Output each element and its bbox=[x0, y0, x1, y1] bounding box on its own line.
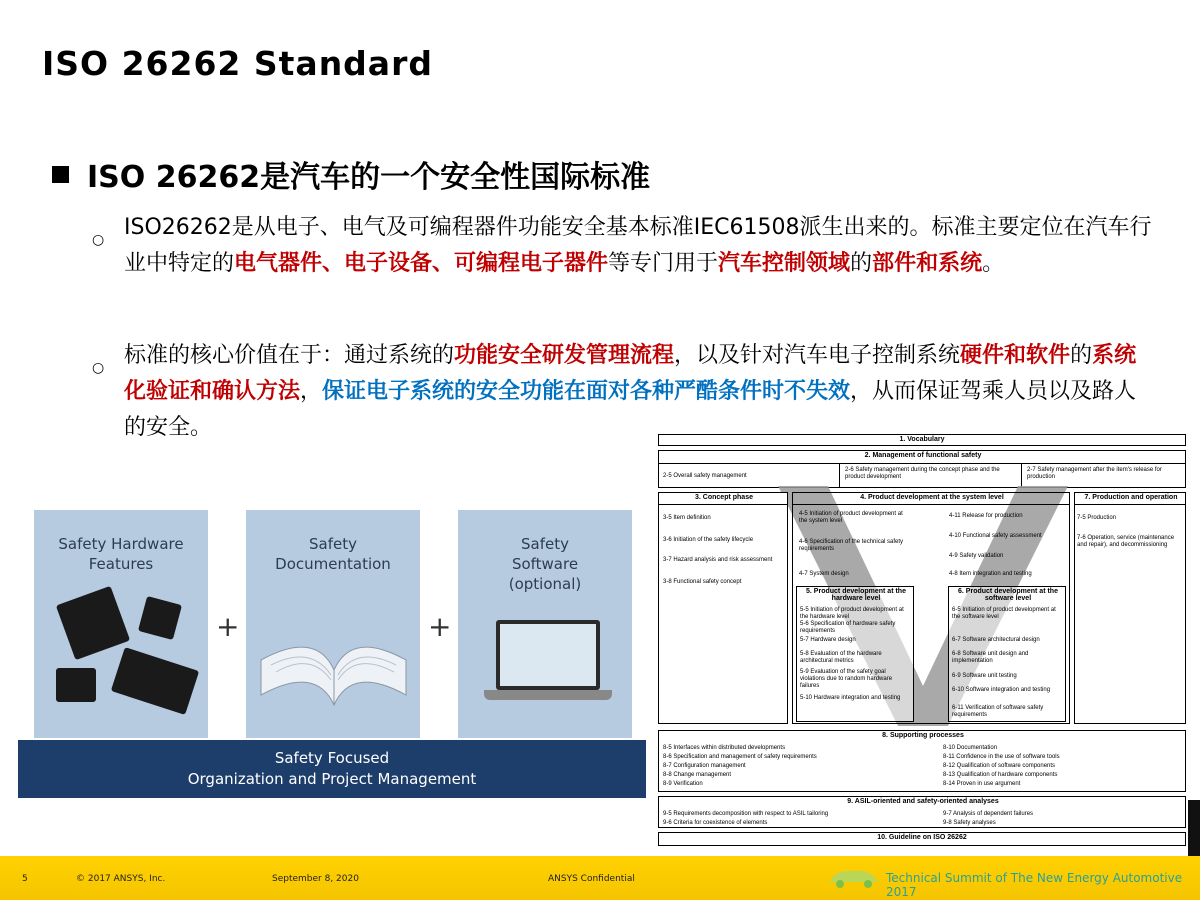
item-8-9: 8-9 Verification bbox=[663, 781, 703, 787]
item-6-5: 6-5 Initiation of product development at the software level bbox=[952, 607, 1056, 620]
confidential-label: ANSYS Confidential bbox=[548, 874, 635, 884]
part7-box bbox=[1074, 492, 1186, 724]
item-5-5: 5-5 Initiation of product development at the hardware level bbox=[800, 607, 904, 620]
main-heading: ISO 26262是汽车的一个安全性国际标准 bbox=[87, 160, 651, 195]
card-software-label: Safety Software (optional) bbox=[508, 535, 582, 593]
p2-blue-1: 保证电子系统的安全功能在面对各种严酷条件时不失效 bbox=[322, 379, 851, 404]
part4-title: 4. Product development at the system level bbox=[860, 494, 1004, 501]
paragraph-2-text bbox=[124, 338, 1152, 446]
item-9-5: 9-5 Requirements decomposition with respect to ASIL tailoring bbox=[663, 811, 829, 817]
item-3-6: 3-6 Initiation of the safety lifecycle bbox=[663, 537, 754, 543]
part1-vocabulary: 1. Vocabulary bbox=[658, 434, 1186, 446]
item-4-9: 4-9 Safety validation bbox=[949, 553, 1004, 559]
part10-guideline: 10. Guideline on ISO 26262 bbox=[658, 832, 1186, 846]
item-3-7: 3-7 Hazard analysis and risk assessment bbox=[663, 557, 773, 563]
part7-title: 7. Production and operation bbox=[1084, 494, 1178, 501]
decorative-bar bbox=[1188, 800, 1200, 856]
item-4-5: 4-5 Initiation of product development at the system level bbox=[799, 511, 903, 524]
p1-red-1: 电气器件、电子设备、可编程电子器件 bbox=[234, 251, 609, 276]
organization-band: Safety Focused Organization and Project Management bbox=[18, 740, 646, 798]
part9-title: 9. ASIL-oriented and safety-oriented analyses bbox=[847, 798, 999, 805]
item-8-11: 8-11 Confidence in the use of software tools bbox=[943, 754, 1060, 760]
item-8-7: 8-7 Configuration management bbox=[663, 763, 746, 769]
page-number: 5 bbox=[22, 874, 28, 884]
p2-text-3: 的 bbox=[1070, 343, 1093, 368]
item-6-9: 6-9 Software unit testing bbox=[952, 673, 1017, 679]
part3-title: 3. Concept phase bbox=[695, 494, 753, 501]
item-9-6: 9-6 Criteria for coexistence of elements bbox=[663, 820, 768, 826]
part9-box bbox=[658, 796, 1186, 828]
p1-red-2: 汽车控制领域 bbox=[718, 251, 851, 276]
chip-image bbox=[138, 596, 182, 640]
circle-bullet-icon: ○ bbox=[92, 360, 105, 376]
p1-red-3: 部件和系统 bbox=[872, 251, 983, 276]
plus-sign: + bbox=[428, 610, 452, 643]
paragraph-2 bbox=[92, 338, 1152, 446]
main-bullet bbox=[52, 152, 650, 196]
item-9-8: 9-8 Safety analyses bbox=[943, 820, 996, 826]
item-8-13: 8-13 Qualification of hardware components bbox=[943, 772, 1058, 778]
item-6-8: 6-8 Software unit design and implementation bbox=[952, 651, 1029, 664]
item-5-7: 5-7 Hardware design bbox=[800, 637, 856, 643]
p1-text-1: ISO26262是从电子、电气及可编程器件功能安全基本标准IEC61508派生出来的。标准主要定位在汽车行业中特定的 bbox=[124, 215, 1152, 276]
p1-text-3: 的 bbox=[850, 251, 873, 276]
item-4-10: 4-10 Functional safety assessment bbox=[949, 533, 1042, 539]
part6-box bbox=[948, 586, 1066, 722]
p2-text-1: 标准的核心价值在于：通过系统的 bbox=[124, 343, 455, 368]
item-2-6: 2-6 Safety management during the concept phase and the product development bbox=[845, 467, 1000, 480]
p2-red-3: 系统化验证和确认方法 bbox=[124, 343, 1137, 404]
part2-title: 2. Management of functional safety bbox=[864, 452, 982, 459]
square-bullet-icon bbox=[52, 166, 69, 183]
item-8-10: 8-10 Documentation bbox=[943, 745, 998, 751]
part3-box bbox=[658, 492, 788, 724]
item-7-6: 7-6 Operation, service (maintenance and repair), and decommissioning bbox=[1077, 535, 1175, 548]
p2-text-2: ，以及针对汽车电子控制系统 bbox=[674, 343, 961, 368]
item-8-12: 8-12 Qualification of software components bbox=[943, 763, 1056, 769]
item-5-6: 5-6 Specification of hardware safety requirements bbox=[800, 621, 896, 634]
item-6-11: 6-11 Verification of software safety requirements bbox=[952, 705, 1044, 718]
summit-label: Technical Summit of The New Energy Automotive 2017 bbox=[886, 871, 1183, 899]
card-hardware-label: Safety Hardware Features bbox=[58, 535, 184, 573]
item-2-5: 2-5 Overall safety management bbox=[663, 473, 747, 479]
plus-sign: + bbox=[216, 610, 240, 643]
part8-box bbox=[658, 730, 1186, 792]
item-3-5: 3-5 Item definition bbox=[663, 515, 711, 521]
item-4-6: 4-6 Specification of the technical safety requirements bbox=[799, 539, 904, 552]
item-4-11: 4-11 Release for production bbox=[949, 513, 1023, 519]
safety-infographic bbox=[18, 498, 646, 798]
card-documentation bbox=[246, 510, 420, 738]
p2-text-4: ， bbox=[300, 379, 323, 404]
chip-image bbox=[111, 647, 199, 715]
p2-red-1: 功能安全研发管理流程 bbox=[454, 343, 675, 368]
card-documentation-label: Safety Documentation bbox=[275, 535, 391, 573]
laptop-base bbox=[484, 690, 612, 700]
car-logo-icon bbox=[826, 864, 882, 890]
part5-box bbox=[796, 586, 914, 722]
part8-title: 8. Supporting processes bbox=[882, 732, 964, 739]
p1-text-2: 等专门用于 bbox=[608, 251, 719, 276]
footer-date: September 8, 2020 bbox=[272, 874, 359, 884]
iso26262-overview-diagram bbox=[658, 434, 1186, 850]
copyright: © 2017 ANSYS, Inc. bbox=[76, 874, 166, 884]
item-3-8: 3-8 Functional safety concept bbox=[663, 579, 742, 585]
item-5-10: 5-10 Hardware integration and testing bbox=[800, 695, 901, 701]
p2-text-5: ，从而保证驾乘人员以及路人的安全。 bbox=[124, 379, 1137, 440]
item-8-14: 8-14 Proven in use argument bbox=[943, 781, 1021, 787]
item-7-5: 7-5 Production bbox=[1077, 515, 1117, 521]
book-icon bbox=[256, 620, 412, 710]
slide-title: ISO 26262 Standard bbox=[42, 44, 433, 83]
chip-image bbox=[56, 586, 130, 660]
item-8-8: 8-8 Change management bbox=[663, 772, 732, 778]
item-9-7: 9-7 Analysis of dependent failures bbox=[943, 811, 1034, 817]
item-2-7: 2-7 Safety management after the item's release for production bbox=[1027, 467, 1162, 480]
item-6-7: 6-7 Software architectural design bbox=[952, 637, 1040, 643]
paragraph-1 bbox=[92, 210, 1152, 282]
item-4-8: 4-8 Item integration and testing bbox=[949, 571, 1032, 577]
part6-title: 6. Product development at the software level bbox=[958, 588, 1058, 602]
item-5-9: 5-9 Evaluation of the safety goal violations due to random hardware failures bbox=[800, 669, 893, 689]
laptop-icon bbox=[496, 620, 600, 690]
chip-image bbox=[56, 668, 96, 702]
item-8-5: 8-5 Interfaces within distributed developments bbox=[663, 745, 786, 751]
part5-title: 5. Product development at the hardware level bbox=[806, 588, 906, 602]
part2-box bbox=[658, 450, 1186, 488]
card-software bbox=[458, 510, 632, 738]
item-4-7: 4-7 System design bbox=[799, 571, 849, 577]
item-8-6: 8-6 Specification and management of safety requirements bbox=[663, 754, 817, 760]
paragraph-1-text bbox=[124, 210, 1152, 282]
item-6-10: 6-10 Software integration and testing bbox=[952, 687, 1051, 693]
p2-red-2: 硬件和软件 bbox=[960, 343, 1071, 368]
card-hardware bbox=[34, 510, 208, 738]
item-5-8: 5-8 Evaluation of the hardware architectural metrics bbox=[800, 651, 882, 664]
p1-text-4: 。 bbox=[982, 251, 1005, 276]
circle-bullet-icon: ○ bbox=[92, 232, 105, 248]
